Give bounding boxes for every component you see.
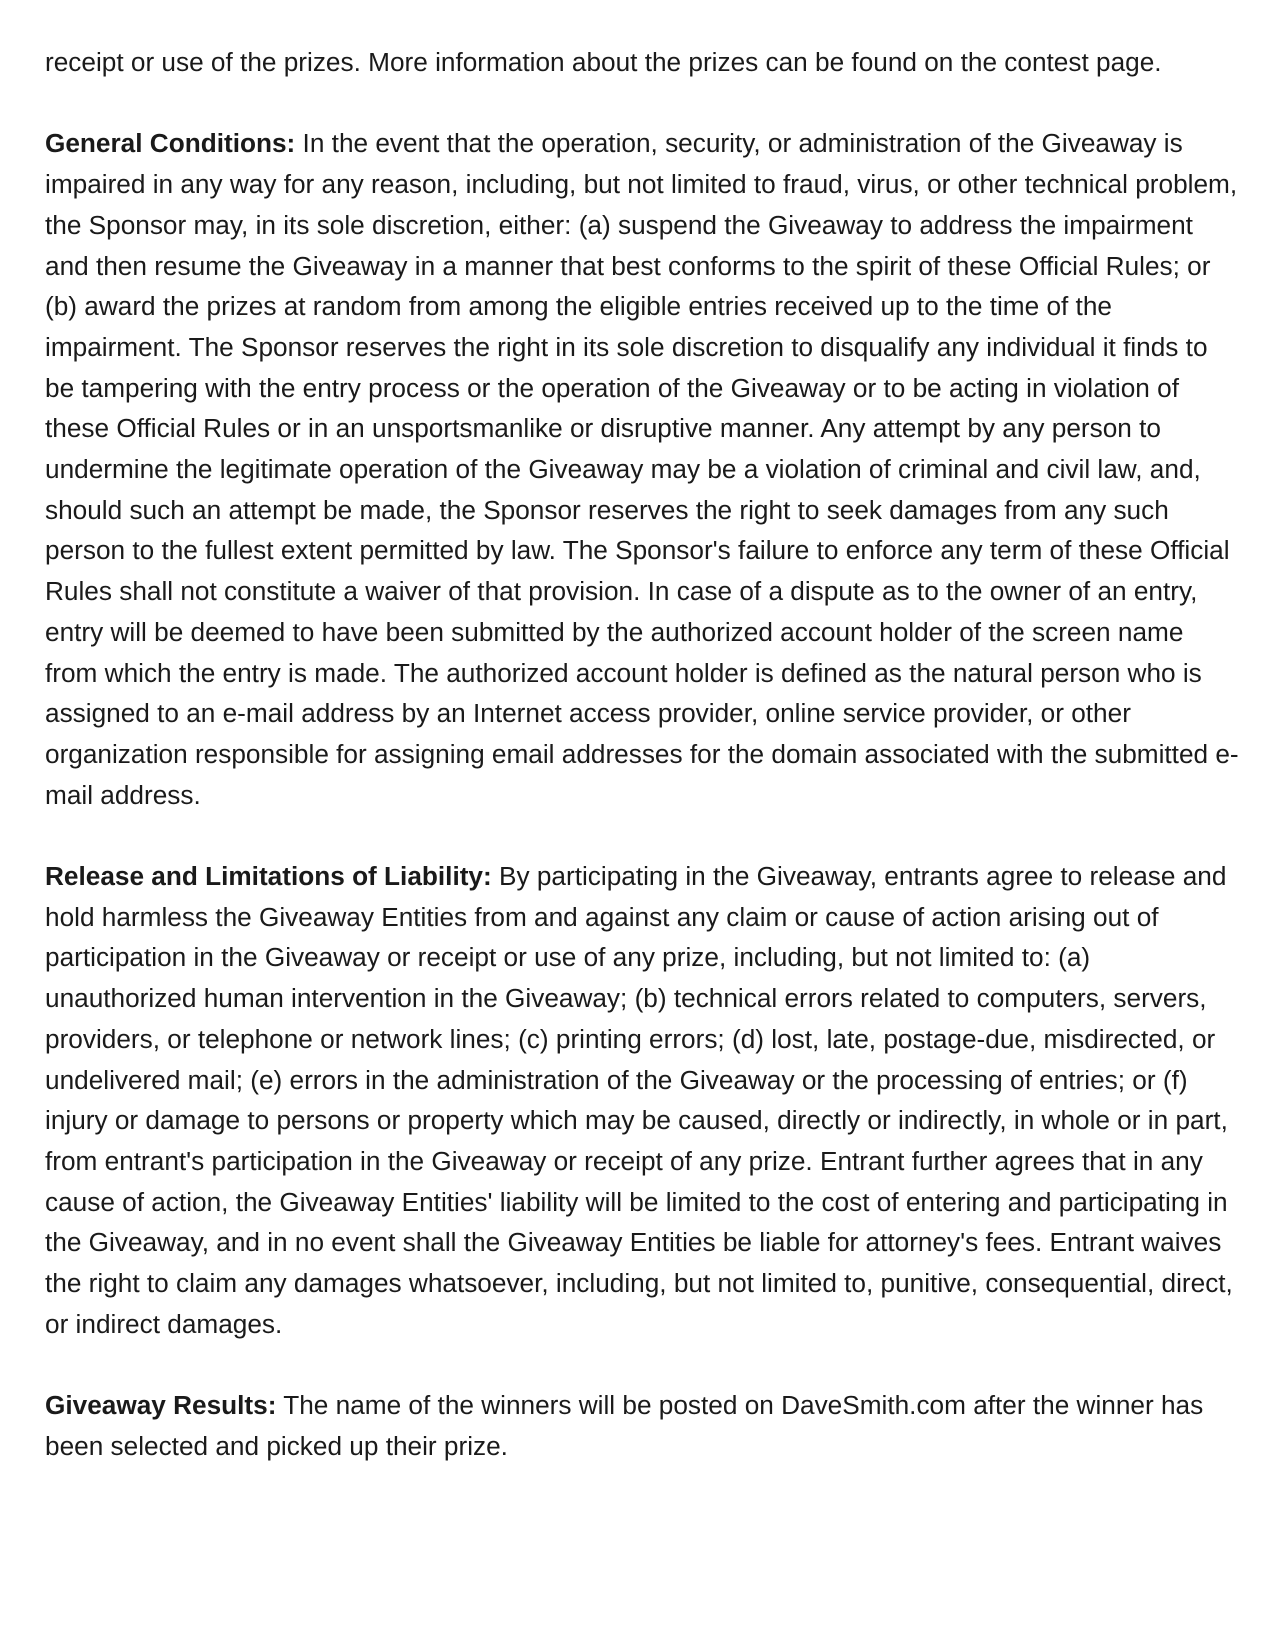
release-liability-body: By participating in the Giveaway, entrants agree to release and hold harmless the Giveaway Entities from and against any claim or cause of action arising out of participation in the Giveaway or receipt or use of any prize, including, but not limited to: (a) unauthorized human intervention in the Giveaway; (b) technical errors related to computers, servers, providers, or telephone or network lines; (c) printing errors; (d) lost, late, postage-due, misdirected, or undelivered mail; (e) errors in the administration of the Giveaway or the processing of entries; or (f) injury or damage to persons or property which may be caused, directly or indirectly, in whole or in part, from entrant's participation in the Giveaway or receipt of any prize. Entrant further agrees that in any cause of action, the Giveaway Entities' liability will be limited to the cost of entering and participating in the Giveaway, and in no event shall the Giveaway Entities be liable for attorney's fees. Entrant waives the right to claim any damages whatsoever, including, but not limited to, punitive, consequential, direct, or indirect damages. [45, 861, 1233, 1339]
intro-paragraph: receipt or use of the prizes. More information about the prizes can be found on the contest page. [45, 47, 1162, 77]
general-conditions-body: In the event that the operation, security, or administration of the Giveaway is impaired in any way for any reason, including, but not limited to fraud, virus, or other technical problem, the Sponsor may, in its sole discretion, either: (a) suspend the Giveaway to address the impairment and then resume the Giveaway in a manner that best conforms to the spirit of these Official Rules; or (b) award the prizes at random from among the eligible entries received up to the time of the impairment. The Sponsor reserves the right in its sole discretion to disqualify any individual it finds to be tampering with the entry process or the operation of the Giveaway or to be acting in violation of these Official Rules or in an unsportsmanlike or disruptive manner. Any attempt by any person to undermine the legitimate operation of the Giveaway may be a violation of criminal and civil law, and, should such an attempt be made, the Sponsor reserves the right to seek damages from any such person to the fullest extent permitted by law. The Sponsor's failure to enforce any term of these Official Rules shall not constitute a waiver of that provision. In case of a dispute as to the owner of an entry, entry will be deemed to have been submitted by the authorized account holder of the screen name from which the entry is made. The authorized account holder is defined as the natural person who is assigned to an e-mail address by an Internet access provider, online service provider, or other organization responsible for assigning email addresses for the domain associated with the submitted e-mail address. [45, 128, 1239, 810]
general-conditions-section [45, 123, 1240, 815]
giveaway-results-body: The name of the winners will be posted on DaveSmith.com after the winner has been selected and picked up their prize. [45, 1390, 1204, 1461]
giveaway-results-heading: Giveaway Results: [45, 1390, 277, 1421]
general-conditions-heading: General Conditions: [45, 128, 296, 159]
release-liability-section [45, 856, 1240, 1344]
document-page [45, 42, 1240, 1507]
giveaway-results-section [45, 1385, 1240, 1466]
release-liability-heading: Release and Limitations of Liability: [45, 861, 492, 892]
